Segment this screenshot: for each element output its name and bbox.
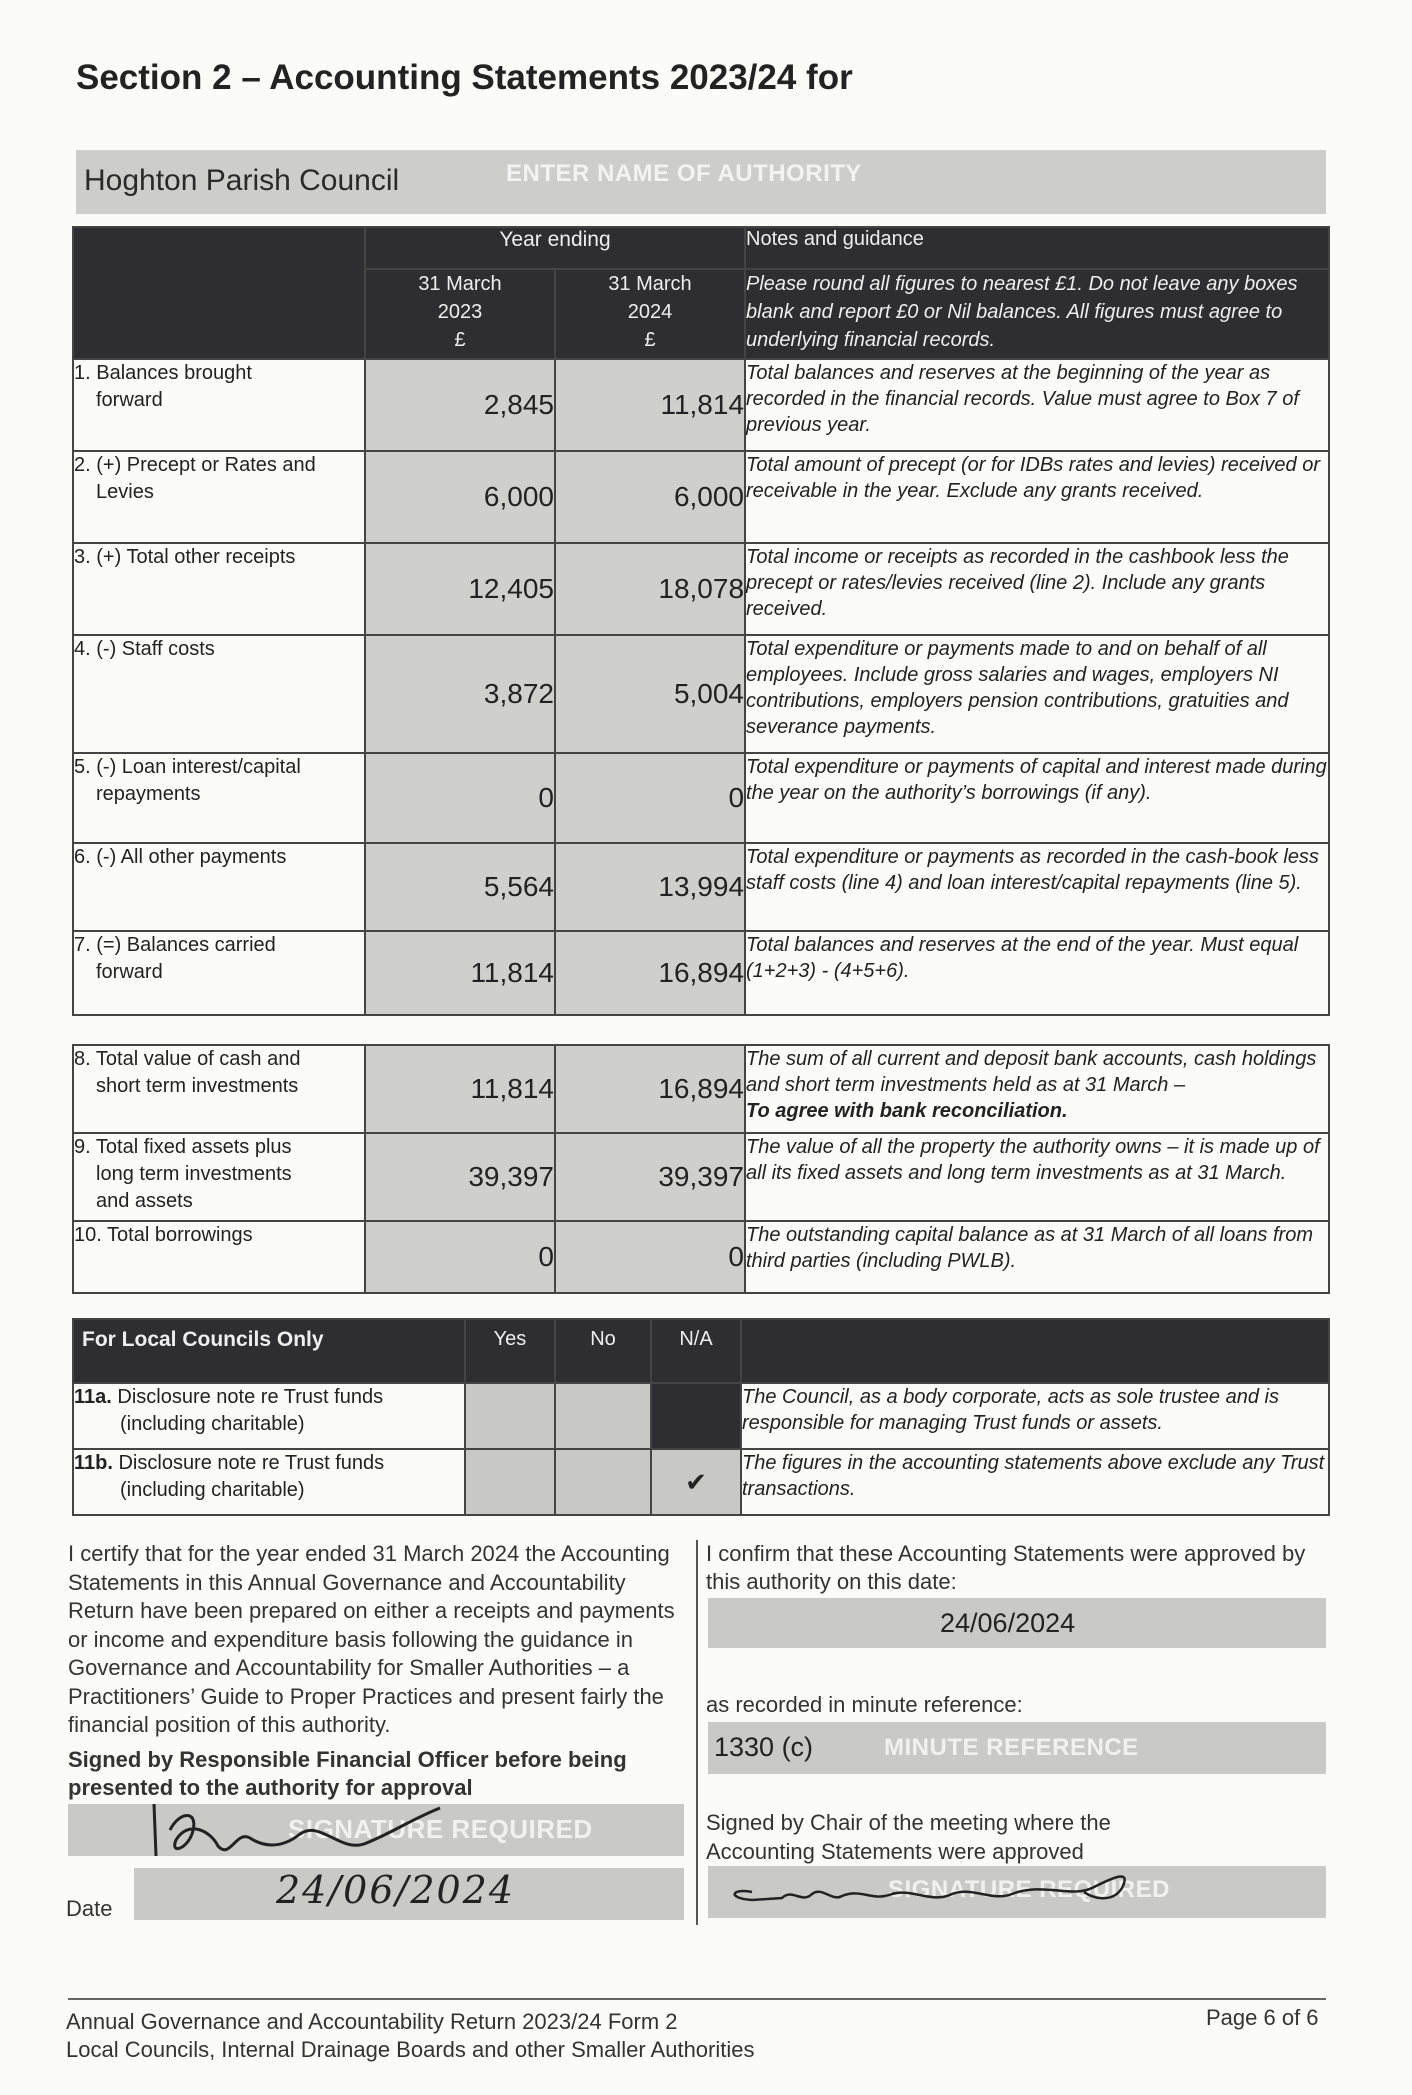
minute-reference-field[interactable] bbox=[708, 1722, 1326, 1774]
value-2024[interactable]: 18,078 bbox=[555, 543, 745, 635]
minute-label: as recorded in minute reference: bbox=[706, 1692, 1023, 1717]
value-2024[interactable]: 0 bbox=[555, 1221, 745, 1293]
accounting-statements-table bbox=[72, 226, 1330, 1016]
authority-placeholder: ENTER NAME OF AUTHORITY bbox=[506, 160, 862, 187]
table-row bbox=[73, 359, 1329, 451]
col-2024-header: 31 March 2024 £ bbox=[555, 269, 745, 359]
note-emphasis: To agree with bank reconciliation. bbox=[746, 1100, 1068, 1122]
minute-placeholder: MINUTE REFERENCE bbox=[884, 1734, 1139, 1761]
row-label: 7. (=) Balances carried forward bbox=[73, 931, 365, 1015]
row-note: Total balances and reserves at the beginning of the year as recorded in the financial records. Value must agree to Box 7 of previous year. bbox=[745, 359, 1329, 451]
row-note: Total income or receipts as recorded in the cashbook less the precept or rates/levies received (line 2). Include any grants received. bbox=[745, 543, 1329, 635]
value-2023[interactable]: 11,814 bbox=[365, 1045, 555, 1133]
row-label: 1. Balances brought forward bbox=[73, 359, 365, 451]
row-note: The value of all the property the authority owns – it is made up of all its fixed assets and long term investments as at 31 March. bbox=[745, 1133, 1329, 1221]
header-blank bbox=[73, 227, 365, 359]
row-note: The sum of all current and deposit bank accounts, cash holdings and short term investments held as at 31 March – To agree with bank reconciliation. bbox=[745, 1045, 1329, 1133]
approval-date-field[interactable] bbox=[708, 1598, 1326, 1648]
row-note: The outstanding capital balance as at 31 March of all loans from third parties (including PWLB). bbox=[745, 1221, 1329, 1293]
certification-text: I certify that for the year ended 31 March 2024 the Accounting Statements in this Annual Governance and Accountability Return have been prepared on either a receipts and payments or income and expenditure basis following the guidance in Governance and Accountability for Smaller Authorities – a Practitioners’ Guide to Proper Practices and present fairly the financial position of this authority. bbox=[68, 1541, 675, 1737]
table-row bbox=[73, 1133, 1329, 1221]
value-2024[interactable]: 16,894 bbox=[555, 1045, 745, 1133]
rfo-signature bbox=[140, 1790, 460, 1870]
row-label: 11b. Disclosure note re Trust funds (including charitable) bbox=[73, 1449, 465, 1515]
value-2024[interactable]: 13,994 bbox=[555, 843, 745, 931]
row-note: Total balances and reserves at the end of the year. Must equal (1+2+3) - (4+5+6). bbox=[745, 931, 1329, 1015]
row-label: 4. (-) Staff costs bbox=[73, 635, 365, 753]
header-blank bbox=[741, 1319, 1329, 1383]
value-2023[interactable]: 5,564 bbox=[365, 843, 555, 931]
no-checkbox[interactable] bbox=[555, 1449, 651, 1515]
row-note: The Council, as a body corporate, acts as sole trustee and is responsible for managing Trust funds or assets. bbox=[741, 1383, 1329, 1449]
table-row bbox=[73, 843, 1329, 931]
notes-guidance: Please round all figures to nearest £1. Do not leave any boxes blank and report £0 or Nil balances. All figures must agree to underlying financial records. bbox=[745, 269, 1329, 359]
table-row bbox=[73, 1383, 1329, 1449]
page-number: Page 6 of 6 bbox=[1206, 2005, 1319, 2030]
yes-checkbox[interactable] bbox=[465, 1383, 555, 1449]
row-note: Total expenditure or payments made to and on behalf of all employees. Include gross salaries and wages, employers NI contributions, employers pension contributions, gratuities and severance payments. bbox=[745, 635, 1329, 753]
value-2023[interactable]: 0 bbox=[365, 1221, 555, 1293]
yes-header: Yes bbox=[465, 1319, 555, 1383]
row-label: 2. (+) Precept or Rates and Levies bbox=[73, 451, 365, 543]
row-label: 8. Total value of cash and short term investments bbox=[73, 1045, 365, 1133]
na-checkbox[interactable] bbox=[651, 1449, 741, 1515]
footer-line1: Annual Governance and Accountability Return 2023/24 Form 2 bbox=[66, 2009, 678, 2034]
check-icon: ✔ bbox=[685, 1466, 707, 1497]
value-2024[interactable]: 0 bbox=[555, 753, 745, 843]
table-row bbox=[73, 635, 1329, 753]
authority-name: Hoghton Parish Council bbox=[84, 164, 400, 197]
assets-table bbox=[72, 1044, 1330, 1294]
approval-date: 24/06/2024 bbox=[940, 1608, 1076, 1638]
col-2023-header: 31 March 2023 £ bbox=[365, 269, 555, 359]
chair-signature-placeholder: SIGNATURE REQUIRED bbox=[888, 1876, 1170, 1903]
no-header: No bbox=[555, 1319, 651, 1383]
row-note: Total expenditure or payments of capital and interest made during the year on the authority’s borrowings (if any). bbox=[745, 753, 1329, 843]
value-2024[interactable]: 11,814 bbox=[555, 359, 745, 451]
na-checkbox[interactable] bbox=[651, 1383, 741, 1449]
signature-placeholder: SIGNATURE REQUIRED bbox=[288, 1814, 593, 1844]
table-row bbox=[73, 1221, 1329, 1293]
value-2024[interactable]: 39,397 bbox=[555, 1133, 745, 1221]
year-ending-header: Year ending bbox=[365, 227, 745, 269]
row-note: Total amount of precept (or for IDBs rates and levies) received or receivable in the year. Exclude any grants received. bbox=[745, 451, 1329, 543]
value-2023[interactable]: 11,814 bbox=[365, 931, 555, 1015]
rfo-date-handwritten: 24/06/2024 bbox=[276, 1868, 516, 1912]
value-2024[interactable]: 16,894 bbox=[555, 931, 745, 1015]
footer-rule bbox=[68, 1998, 1326, 2000]
approval-text: I confirm that these Accounting Statements were approved by this authority on this date: bbox=[706, 1541, 1306, 1594]
chair-signature bbox=[712, 1858, 1152, 1928]
no-checkbox[interactable] bbox=[555, 1383, 651, 1449]
row-label: 6. (-) All other payments bbox=[73, 843, 365, 931]
value-2023[interactable]: 39,397 bbox=[365, 1133, 555, 1221]
chair-signed-label: Signed by Chair of the meeting where the Accounting Statements were approved bbox=[706, 1810, 1111, 1864]
row-label: 10. Total borrowings bbox=[73, 1221, 365, 1293]
row-note: Total expenditure or payments as recorded in the cash-book less staff costs (line 4) and loan interest/capital repayments (line 5). bbox=[745, 843, 1329, 931]
footer-line2: Local Councils, Internal Drainage Boards and other Smaller Authorities bbox=[66, 2037, 755, 2062]
value-2023[interactable]: 0 bbox=[365, 753, 555, 843]
value-2023[interactable]: 2,845 bbox=[365, 359, 555, 451]
na-header: N/A bbox=[651, 1319, 741, 1383]
table-row bbox=[73, 451, 1329, 543]
table-row bbox=[73, 1045, 1329, 1133]
row-label: 9. Total fixed assets plus long term investments and assets bbox=[73, 1133, 365, 1221]
value-2023[interactable]: 3,872 bbox=[365, 635, 555, 753]
local-councils-table bbox=[72, 1318, 1330, 1516]
row-label: 3. (+) Total other receipts bbox=[73, 543, 365, 635]
table-row bbox=[73, 753, 1329, 843]
local-councils-title: For Local Councils Only bbox=[73, 1319, 465, 1383]
section-title: Section 2 – Accounting Statements 2023/24 for bbox=[76, 58, 853, 97]
date-label: Date bbox=[66, 1896, 113, 1921]
value-2023[interactable]: 12,405 bbox=[365, 543, 555, 635]
row-note: The figures in the accounting statements above exclude any Trust transactions. bbox=[741, 1449, 1329, 1515]
table-row bbox=[73, 543, 1329, 635]
table-row bbox=[73, 1449, 1329, 1515]
yes-checkbox[interactable] bbox=[465, 1449, 555, 1515]
table-row bbox=[73, 931, 1329, 1015]
authority-name-field[interactable] bbox=[76, 150, 1326, 214]
minute-reference: 1330 (c) bbox=[714, 1732, 814, 1762]
rfo-signed-label: Signed by Responsible Financial Officer before being presented to the authority for approval bbox=[68, 1747, 627, 1800]
column-divider bbox=[696, 1540, 698, 1925]
notes-title: Notes and guidance bbox=[745, 227, 1329, 269]
value-2023[interactable]: 6,000 bbox=[365, 451, 555, 543]
value-2024[interactable]: 5,004 bbox=[555, 635, 745, 753]
row-label: 11a. Disclosure note re Trust funds (including charitable) bbox=[73, 1383, 465, 1449]
row-label: 5. (-) Loan interest/capital repayments bbox=[73, 753, 365, 843]
value-2024[interactable]: 6,000 bbox=[555, 451, 745, 543]
